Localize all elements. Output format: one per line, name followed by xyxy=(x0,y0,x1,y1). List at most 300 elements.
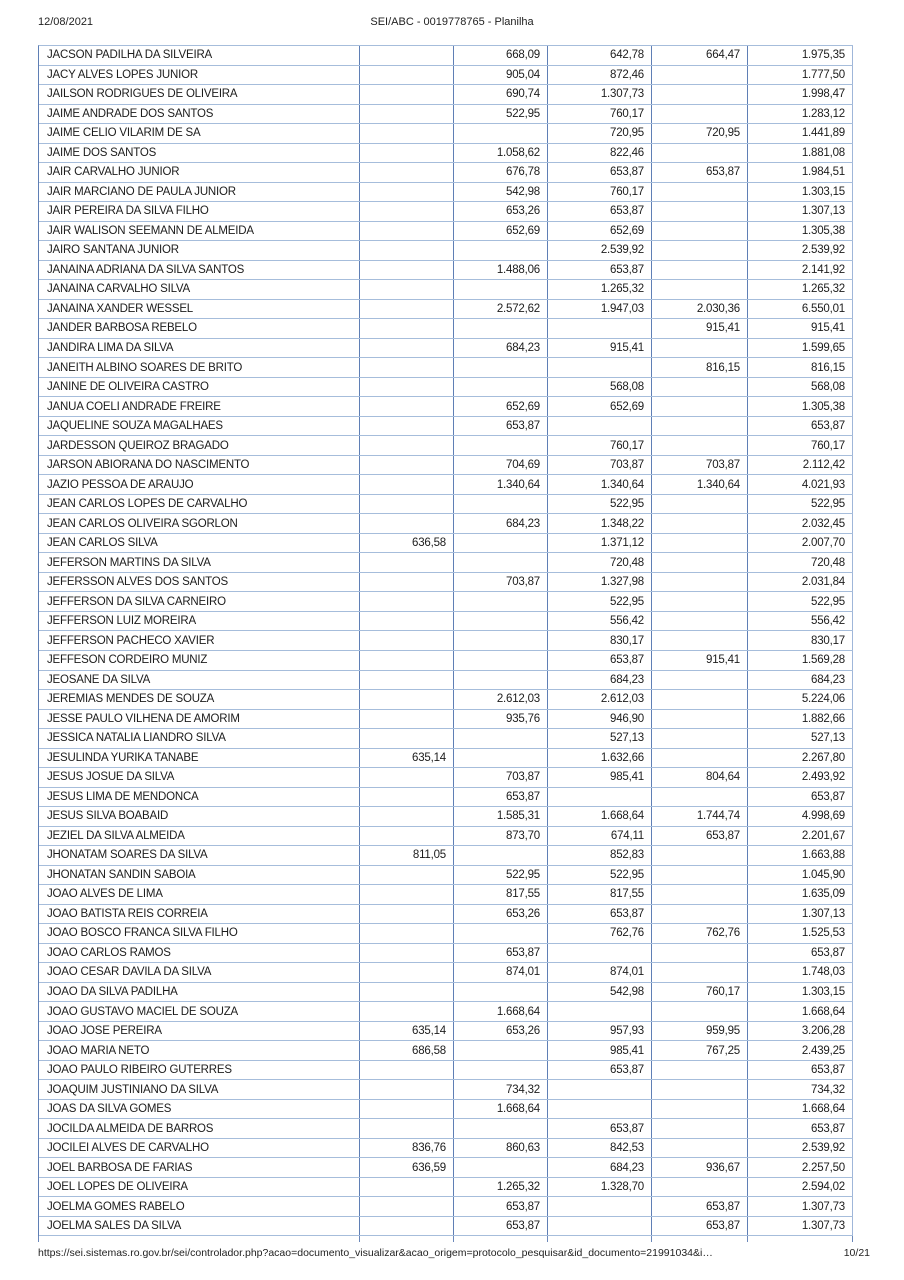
employee-name-cell: JESSE PAULO VILHENA DE AMORIM xyxy=(39,710,360,729)
value-cell-2 xyxy=(454,651,548,670)
total-cell: 522,95 xyxy=(748,495,853,514)
value-cell-2: 703,87 xyxy=(454,768,548,787)
value-cell-4 xyxy=(652,436,748,455)
employee-name-cell: JHONATAN SANDIN SABOIA xyxy=(39,866,360,885)
value-cell-3: 652,69 xyxy=(548,397,652,416)
total-cell: 1.305,38 xyxy=(748,397,853,416)
value-cell-2 xyxy=(454,436,548,455)
total-cell: 2.539,92 xyxy=(748,241,853,260)
total-cell: 653,87 xyxy=(748,417,853,436)
value-cell-2 xyxy=(454,671,548,690)
table-row xyxy=(39,124,853,144)
table-row xyxy=(39,66,853,86)
value-cell-3: 760,17 xyxy=(548,183,652,202)
table-row xyxy=(39,827,853,847)
value-cell-1 xyxy=(360,573,454,592)
employee-name-cell: JAIME DOS SANTOS xyxy=(39,144,360,163)
total-cell: 2.493,92 xyxy=(748,768,853,787)
table-row xyxy=(39,105,853,125)
total-cell: 1.635,09 xyxy=(748,885,853,904)
total-cell: 1.748,03 xyxy=(748,963,853,982)
value-cell-1 xyxy=(360,1178,454,1197)
total-cell: 1.307,13 xyxy=(748,202,853,221)
employee-name-cell: JANEITH ALBINO SOARES DE BRITO xyxy=(39,358,360,377)
value-cell-3 xyxy=(548,1217,652,1236)
value-cell-3: 522,95 xyxy=(548,592,652,611)
total-cell: 1.881,08 xyxy=(748,144,853,163)
value-cell-2: 1.585,31 xyxy=(454,807,548,826)
employee-name-cell: JEZIEL DA SILVA ALMEIDA xyxy=(39,827,360,846)
value-cell-4: 936,67 xyxy=(652,1158,748,1177)
value-cell-3 xyxy=(548,319,652,338)
value-cell-3: 762,76 xyxy=(548,924,652,943)
value-cell-2: 817,55 xyxy=(454,885,548,904)
value-cell-4 xyxy=(652,85,748,104)
table-row xyxy=(39,1139,853,1159)
employee-name-cell: JESSICA NATALIA LIANDRO SILVA xyxy=(39,729,360,748)
value-cell-2 xyxy=(454,846,548,865)
value-cell-1 xyxy=(360,612,454,631)
value-cell-4: 653,87 xyxy=(652,1217,748,1236)
value-cell-1 xyxy=(360,66,454,85)
table-row xyxy=(39,885,853,905)
total-cell: 1.663,88 xyxy=(748,846,853,865)
table-row xyxy=(39,768,853,788)
value-cell-4 xyxy=(652,202,748,221)
value-cell-3: 653,87 xyxy=(548,651,652,670)
table-row xyxy=(39,788,853,808)
employee-name-cell: JOAQUIM JUSTINIANO DA SILVA xyxy=(39,1080,360,1099)
value-cell-4 xyxy=(652,1100,748,1119)
value-cell-3 xyxy=(548,1002,652,1021)
total-cell: 1.265,32 xyxy=(748,280,853,299)
table-row xyxy=(39,651,853,671)
value-cell-4: 720,95 xyxy=(652,124,748,143)
value-cell-1 xyxy=(360,339,454,358)
value-cell-1 xyxy=(360,105,454,124)
value-cell-3: 653,87 xyxy=(548,905,652,924)
value-cell-2: 652,69 xyxy=(454,222,548,241)
value-cell-1 xyxy=(360,983,454,1002)
total-cell: 2.031,84 xyxy=(748,573,853,592)
value-cell-2: 690,74 xyxy=(454,85,548,104)
value-cell-3: 542,98 xyxy=(548,983,652,1002)
total-cell: 1.307,13 xyxy=(748,905,853,924)
value-cell-1 xyxy=(360,553,454,572)
value-cell-1 xyxy=(360,514,454,533)
table-row xyxy=(39,85,853,105)
total-cell: 5.224,06 xyxy=(748,690,853,709)
value-cell-1 xyxy=(360,222,454,241)
value-cell-4: 664,47 xyxy=(652,46,748,65)
value-cell-2: 734,32 xyxy=(454,1080,548,1099)
employee-name-cell: JESUS SILVA BOABAID xyxy=(39,807,360,826)
value-cell-4 xyxy=(652,631,748,650)
print-footer xyxy=(38,1246,870,1260)
spreadsheet-table xyxy=(38,45,853,1236)
value-cell-4 xyxy=(652,1139,748,1158)
table-row xyxy=(39,339,853,359)
employee-name-cell: JAZIO PESSOA DE ARAUJO xyxy=(39,475,360,494)
value-cell-4 xyxy=(652,885,748,904)
employee-name-cell: JEFFERSON PACHECO XAVIER xyxy=(39,631,360,650)
employee-name-cell: JAIRO SANTANA JUNIOR xyxy=(39,241,360,260)
table-row xyxy=(39,514,853,534)
table-row xyxy=(39,397,853,417)
value-cell-4: 915,41 xyxy=(652,651,748,670)
total-cell: 915,41 xyxy=(748,319,853,338)
value-cell-4: 767,25 xyxy=(652,1041,748,1060)
value-cell-1 xyxy=(360,671,454,690)
value-cell-1 xyxy=(360,788,454,807)
total-cell: 3.206,28 xyxy=(748,1022,853,1041)
value-cell-2 xyxy=(454,1119,548,1138)
value-cell-2: 1.668,64 xyxy=(454,1100,548,1119)
value-cell-4: 653,87 xyxy=(652,1197,748,1216)
value-cell-4: 762,76 xyxy=(652,924,748,943)
value-cell-2 xyxy=(454,280,548,299)
value-cell-4 xyxy=(652,241,748,260)
value-cell-1 xyxy=(360,1217,454,1236)
value-cell-4: 804,64 xyxy=(652,768,748,787)
value-cell-4 xyxy=(652,261,748,280)
value-cell-1 xyxy=(360,319,454,338)
table-row xyxy=(39,46,853,66)
value-cell-3: 874,01 xyxy=(548,963,652,982)
value-cell-1 xyxy=(360,1080,454,1099)
value-cell-2: 1.668,64 xyxy=(454,1002,548,1021)
value-cell-1 xyxy=(360,729,454,748)
value-cell-3: 1.327,98 xyxy=(548,573,652,592)
value-cell-4 xyxy=(652,339,748,358)
employee-name-cell: JANUA COELI ANDRADE FREIRE xyxy=(39,397,360,416)
document-url: https://sei.sistemas.ro.gov.br/sei/controlador.php?acao=documento_visualizar&acao_origem=protocolo_pesquisar&id_documento=21991034&i… xyxy=(38,1247,713,1259)
total-cell: 1.307,73 xyxy=(748,1217,853,1236)
value-cell-3: 674,11 xyxy=(548,827,652,846)
employee-name-cell: JOELMA GOMES RABELO xyxy=(39,1197,360,1216)
table-row xyxy=(39,612,853,632)
table-row xyxy=(39,592,853,612)
value-cell-3: 2.612,03 xyxy=(548,690,652,709)
value-cell-1 xyxy=(360,241,454,260)
employee-name-cell: JOAO DA SILVA PADILHA xyxy=(39,983,360,1002)
total-cell: 2.257,50 xyxy=(748,1158,853,1177)
total-cell: 1.599,65 xyxy=(748,339,853,358)
employee-name-cell: JOAO ALVES DE LIMA xyxy=(39,885,360,904)
value-cell-3 xyxy=(548,944,652,963)
value-cell-1 xyxy=(360,592,454,611)
total-cell: 653,87 xyxy=(748,1119,853,1138)
value-cell-1: 836,76 xyxy=(360,1139,454,1158)
table-row xyxy=(39,456,853,476)
value-cell-3: 830,17 xyxy=(548,631,652,650)
total-cell: 1.668,64 xyxy=(748,1002,853,1021)
table-row xyxy=(39,163,853,183)
value-cell-1 xyxy=(360,866,454,885)
value-cell-2: 653,26 xyxy=(454,905,548,924)
value-cell-4 xyxy=(652,183,748,202)
table-row xyxy=(39,495,853,515)
total-cell: 4.998,69 xyxy=(748,807,853,826)
value-cell-2: 653,26 xyxy=(454,202,548,221)
employee-name-cell: JANAINA ADRIANA DA SILVA SANTOS xyxy=(39,261,360,280)
value-cell-3 xyxy=(548,788,652,807)
value-cell-1: 636,59 xyxy=(360,1158,454,1177)
value-cell-3: 703,87 xyxy=(548,456,652,475)
table-row xyxy=(39,1217,853,1237)
employee-name-cell: JOAO BATISTA REIS CORREIA xyxy=(39,905,360,924)
value-cell-3: 653,87 xyxy=(548,1061,652,1080)
table-row xyxy=(39,846,853,866)
value-cell-3: 642,78 xyxy=(548,46,652,65)
total-cell: 1.045,90 xyxy=(748,866,853,885)
value-cell-3: 985,41 xyxy=(548,768,652,787)
value-cell-2: 676,78 xyxy=(454,163,548,182)
total-cell: 527,13 xyxy=(748,729,853,748)
value-cell-4: 1.340,64 xyxy=(652,475,748,494)
table-row xyxy=(39,710,853,730)
value-cell-3: 522,95 xyxy=(548,866,652,885)
value-cell-1 xyxy=(360,124,454,143)
value-cell-2: 2.612,03 xyxy=(454,690,548,709)
table-row xyxy=(39,1158,853,1178)
employee-name-cell: JOAO CESAR DAVILA DA SILVA xyxy=(39,963,360,982)
table-row xyxy=(39,963,853,983)
value-cell-2: 653,87 xyxy=(454,944,548,963)
total-cell: 816,15 xyxy=(748,358,853,377)
value-cell-1: 635,14 xyxy=(360,1022,454,1041)
value-cell-4: 703,87 xyxy=(652,456,748,475)
employee-name-cell: JOAS DA SILVA GOMES xyxy=(39,1100,360,1119)
total-cell: 1.441,89 xyxy=(748,124,853,143)
table-row xyxy=(39,378,853,398)
employee-name-cell: JAIR MARCIANO DE PAULA JUNIOR xyxy=(39,183,360,202)
value-cell-3: 684,23 xyxy=(548,671,652,690)
page-break-column-stub xyxy=(651,1236,652,1242)
value-cell-4 xyxy=(652,612,748,631)
value-cell-1 xyxy=(360,358,454,377)
page-break-column-stub xyxy=(547,1236,548,1242)
table-row xyxy=(39,417,853,437)
table-row xyxy=(39,280,853,300)
value-cell-3: 527,13 xyxy=(548,729,652,748)
total-cell: 568,08 xyxy=(748,378,853,397)
value-cell-4: 816,15 xyxy=(652,358,748,377)
value-cell-2 xyxy=(454,553,548,572)
total-cell: 1.303,15 xyxy=(748,183,853,202)
employee-name-cell: JESUS LIMA DE MENDONCA xyxy=(39,788,360,807)
value-cell-4 xyxy=(652,905,748,924)
total-cell: 522,95 xyxy=(748,592,853,611)
value-cell-1 xyxy=(360,963,454,982)
table-row xyxy=(39,261,853,281)
employee-name-cell: JARSON ABIORANA DO NASCIMENTO xyxy=(39,456,360,475)
value-cell-1 xyxy=(360,710,454,729)
value-cell-3: 1.371,12 xyxy=(548,534,652,553)
value-cell-2 xyxy=(454,319,548,338)
employee-name-cell: JESUS JOSUE DA SILVA xyxy=(39,768,360,787)
employee-name-cell: JEFFERSON LUIZ MOREIRA xyxy=(39,612,360,631)
table-row xyxy=(39,866,853,886)
employee-name-cell: JARDESSON QUEIROZ BRAGADO xyxy=(39,436,360,455)
value-cell-3: 1.328,70 xyxy=(548,1178,652,1197)
value-cell-3: 1.632,66 xyxy=(548,749,652,768)
value-cell-3: 957,93 xyxy=(548,1022,652,1041)
value-cell-4 xyxy=(652,1178,748,1197)
table-row xyxy=(39,944,853,964)
value-cell-1 xyxy=(360,1119,454,1138)
value-cell-3: 1.947,03 xyxy=(548,300,652,319)
employee-name-cell: JAIR CARVALHO JUNIOR xyxy=(39,163,360,182)
table-row xyxy=(39,690,853,710)
value-cell-1 xyxy=(360,378,454,397)
value-cell-1 xyxy=(360,768,454,787)
value-cell-2 xyxy=(454,983,548,1002)
total-cell: 1.305,38 xyxy=(748,222,853,241)
value-cell-1 xyxy=(360,163,454,182)
total-cell: 653,87 xyxy=(748,1061,853,1080)
value-cell-2: 1.265,32 xyxy=(454,1178,548,1197)
value-cell-1 xyxy=(360,1197,454,1216)
table-row xyxy=(39,729,853,749)
employee-name-cell: JEFFERSON DA SILVA CARNEIRO xyxy=(39,592,360,611)
total-cell: 1.303,15 xyxy=(748,983,853,1002)
value-cell-2 xyxy=(454,612,548,631)
value-cell-3: 1.668,64 xyxy=(548,807,652,826)
table-row xyxy=(39,144,853,164)
employee-name-cell: JACY ALVES LOPES JUNIOR xyxy=(39,66,360,85)
value-cell-3: 568,08 xyxy=(548,378,652,397)
total-cell: 2.539,92 xyxy=(748,1139,853,1158)
table-row xyxy=(39,807,853,827)
value-cell-3 xyxy=(548,1100,652,1119)
value-cell-2: 1.058,62 xyxy=(454,144,548,163)
value-cell-2: 873,70 xyxy=(454,827,548,846)
value-cell-4 xyxy=(652,1002,748,1021)
employee-name-cell: JAILSON RODRIGUES DE OLIVEIRA xyxy=(39,85,360,104)
value-cell-3: 653,87 xyxy=(548,261,652,280)
employee-name-cell: JOELMA SALES DA SILVA xyxy=(39,1217,360,1236)
employee-name-cell: JEOSANE DA SILVA xyxy=(39,671,360,690)
value-cell-3: 653,87 xyxy=(548,1119,652,1138)
value-cell-3: 556,42 xyxy=(548,612,652,631)
value-cell-2 xyxy=(454,241,548,260)
value-cell-1 xyxy=(360,280,454,299)
employee-name-cell: JANDIRA LIMA DA SILVA xyxy=(39,339,360,358)
total-cell: 1.975,35 xyxy=(748,46,853,65)
table-row xyxy=(39,573,853,593)
value-cell-4 xyxy=(652,144,748,163)
value-cell-1 xyxy=(360,631,454,650)
value-cell-2: 704,69 xyxy=(454,456,548,475)
employee-name-cell: JOEL LOPES DE OLIVEIRA xyxy=(39,1178,360,1197)
value-cell-3: 2.539,92 xyxy=(548,241,652,260)
value-cell-4 xyxy=(652,573,748,592)
value-cell-2: 874,01 xyxy=(454,963,548,982)
total-cell: 653,87 xyxy=(748,788,853,807)
value-cell-4 xyxy=(652,671,748,690)
total-cell: 1.283,12 xyxy=(748,105,853,124)
value-cell-4 xyxy=(652,846,748,865)
total-cell: 1.525,53 xyxy=(748,924,853,943)
value-cell-3 xyxy=(548,1197,652,1216)
value-cell-2 xyxy=(454,358,548,377)
value-cell-4: 1.744,74 xyxy=(652,807,748,826)
total-cell: 2.007,70 xyxy=(748,534,853,553)
value-cell-2: 522,95 xyxy=(454,105,548,124)
value-cell-3: 653,87 xyxy=(548,163,652,182)
total-cell: 556,42 xyxy=(748,612,853,631)
total-cell: 4.021,93 xyxy=(748,475,853,494)
value-cell-1 xyxy=(360,397,454,416)
value-cell-4 xyxy=(652,788,748,807)
total-cell: 1.307,73 xyxy=(748,1197,853,1216)
value-cell-3: 915,41 xyxy=(548,339,652,358)
employee-name-cell: JOAO GUSTAVO MACIEL DE SOUZA xyxy=(39,1002,360,1021)
employee-name-cell: JEAN CARLOS LOPES DE CARVALHO xyxy=(39,495,360,514)
total-cell: 1.777,50 xyxy=(748,66,853,85)
total-cell: 653,87 xyxy=(748,944,853,963)
table-row xyxy=(39,1041,853,1061)
value-cell-1 xyxy=(360,144,454,163)
page-indicator: 10/21 xyxy=(843,1247,870,1259)
employee-name-cell: JOAO MARIA NETO xyxy=(39,1041,360,1060)
value-cell-4 xyxy=(652,710,748,729)
total-cell: 1.998,47 xyxy=(748,85,853,104)
total-cell: 684,23 xyxy=(748,671,853,690)
employee-name-cell: JOEL BARBOSA DE FARIAS xyxy=(39,1158,360,1177)
value-cell-2 xyxy=(454,924,548,943)
value-cell-2: 905,04 xyxy=(454,66,548,85)
value-cell-1 xyxy=(360,202,454,221)
employee-name-cell: JEAN CARLOS OLIVEIRA SGORLON xyxy=(39,514,360,533)
value-cell-4 xyxy=(652,222,748,241)
value-cell-1 xyxy=(360,417,454,436)
employee-name-cell: JAQUELINE SOUZA MAGALHAES xyxy=(39,417,360,436)
value-cell-4 xyxy=(652,514,748,533)
value-cell-2: 2.572,62 xyxy=(454,300,548,319)
employee-name-cell: JEFERSON MARTINS DA SILVA xyxy=(39,553,360,572)
total-cell: 1.569,28 xyxy=(748,651,853,670)
print-date: 12/08/2021 xyxy=(38,16,94,28)
employee-name-cell: JANAINA XANDER WESSEL xyxy=(39,300,360,319)
value-cell-2: 653,26 xyxy=(454,1022,548,1041)
value-cell-1 xyxy=(360,651,454,670)
table-row xyxy=(39,1100,853,1120)
employee-name-cell: JANINE DE OLIVEIRA CASTRO xyxy=(39,378,360,397)
value-cell-1 xyxy=(360,885,454,904)
value-cell-3: 720,95 xyxy=(548,124,652,143)
employee-name-cell: JOAO BOSCO FRANCA SILVA FILHO xyxy=(39,924,360,943)
employee-name-cell: JAIME ANDRADE DOS SANTOS xyxy=(39,105,360,124)
employee-name-cell: JAIR PEREIRA DA SILVA FILHO xyxy=(39,202,360,221)
page-break-column-stub xyxy=(38,1236,39,1242)
value-cell-2: 542,98 xyxy=(454,183,548,202)
value-cell-3: 985,41 xyxy=(548,1041,652,1060)
value-cell-1: 635,14 xyxy=(360,749,454,768)
table-row xyxy=(39,1119,853,1139)
value-cell-4 xyxy=(652,592,748,611)
value-cell-4 xyxy=(652,1061,748,1080)
table-row xyxy=(39,222,853,242)
table-row xyxy=(39,1061,853,1081)
total-cell: 2.439,25 xyxy=(748,1041,853,1060)
value-cell-4 xyxy=(652,944,748,963)
table-row xyxy=(39,924,853,944)
value-cell-4 xyxy=(652,105,748,124)
value-cell-4 xyxy=(652,963,748,982)
value-cell-4 xyxy=(652,729,748,748)
